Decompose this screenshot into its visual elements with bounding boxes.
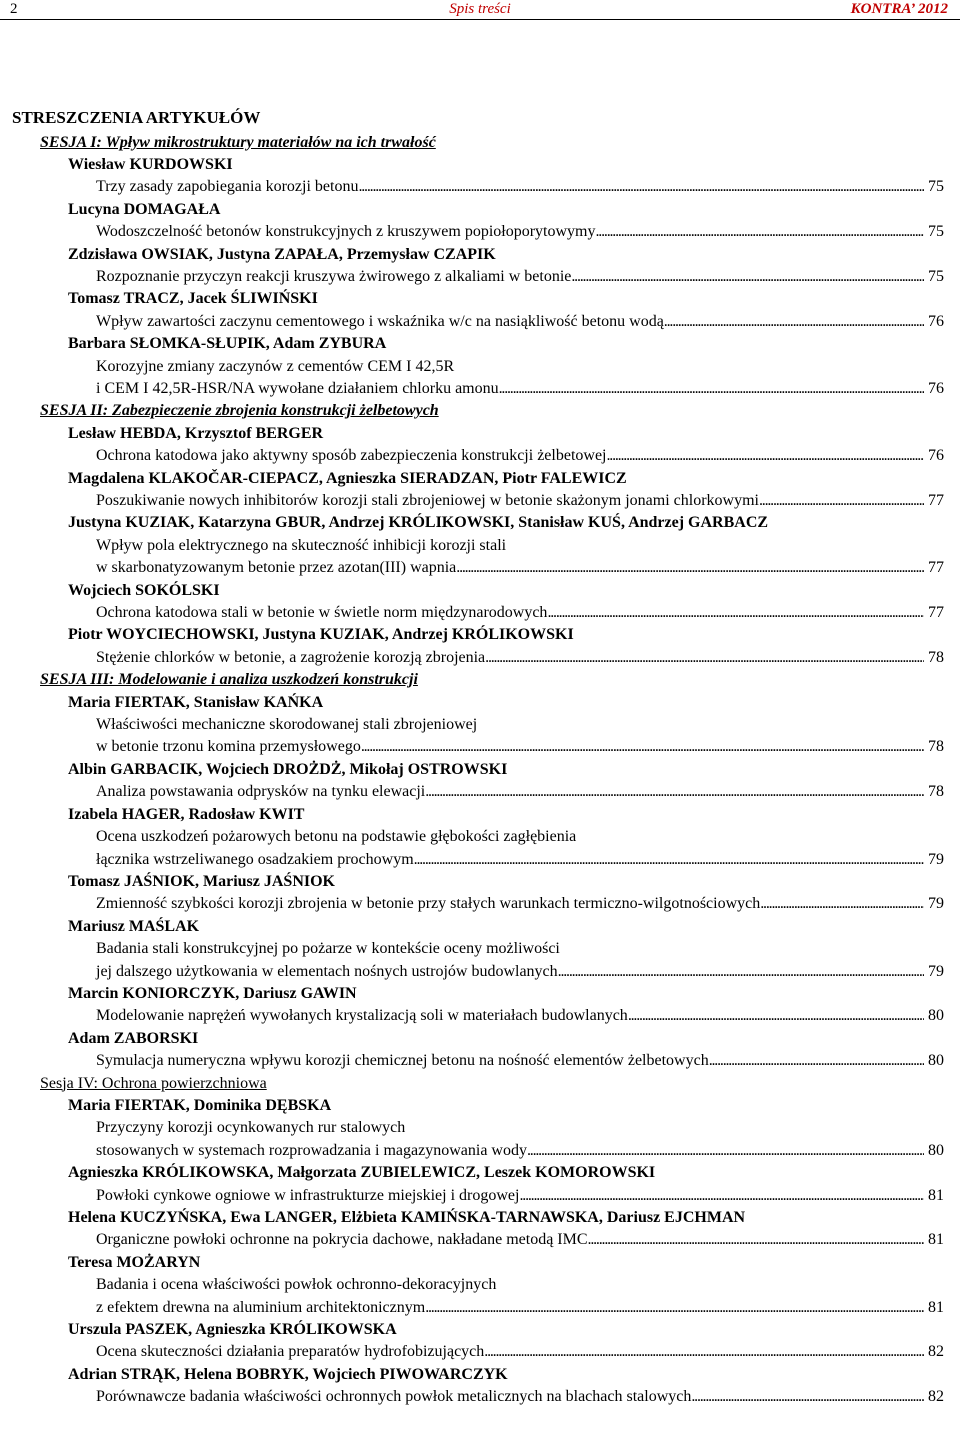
entry-page: 81 — [928, 1231, 944, 1249]
entry-title-line — [12, 1185, 944, 1207]
entry-title-line — [12, 445, 944, 467]
leader-dots — [596, 221, 925, 243]
entry-title: Ochrona katodowa stali w betonie w świetle norm międzynarodowych — [96, 604, 548, 622]
leader-dots — [628, 1005, 924, 1027]
entry-title: Symulacja numeryczna wpływu korozji chemicznej betonu na nośność elementów żelbetowych — [96, 1052, 709, 1070]
entry-title: Modelowanie naprężeń wywołanych krystalizacją soli w materiałach budowlanych — [96, 1007, 628, 1025]
entry-authors: Wiesław KURDOWSKI — [68, 155, 233, 173]
leader-dots — [588, 1229, 924, 1251]
entry-authors: Magdalena KLAKOČAR-CIEPACZ, Agnieszka SIERADZAN, Piotr FALEWICZ — [68, 469, 627, 487]
entry-title: Stężenie chlorków w betonie, a zagrożenie korozją zbrojenia — [96, 648, 486, 666]
entry-title-line — [12, 1005, 944, 1027]
entry-page: 79 — [928, 895, 944, 913]
entry-page: 82 — [928, 1343, 944, 1361]
entry-authors: Marcin KONIORCZYK, Dariusz GAWIN — [68, 984, 357, 1002]
entry-page: 76 — [928, 379, 944, 397]
entry-page: 80 — [928, 1141, 944, 1159]
entry-page: 78 — [928, 738, 944, 756]
entry-page: 81 — [928, 1186, 944, 1204]
entry-title-line — [12, 1229, 944, 1251]
entry-authors: Lesław HEBDA, Krzysztof BERGER — [68, 424, 324, 442]
leader-dots — [361, 736, 924, 758]
entry-title: w skarbonatyzowanym betonie przez azotan(III) wapnia — [96, 559, 457, 577]
leader-dots — [558, 961, 924, 983]
leader-dots — [759, 490, 924, 512]
entry-title: Analiza powstawania odprysków na tynku elewacji — [96, 783, 426, 801]
session-heading: SESJA I: Wpływ mikrostruktury materiałów na ich trwałość — [40, 133, 436, 151]
leader-dots — [425, 1297, 924, 1319]
entry-authors: Izabela HAGER, Radosław KWIT — [68, 805, 305, 823]
entry-page: 77 — [928, 492, 944, 509]
entry-title-line — [12, 893, 944, 915]
session-heading: Sesja IV: Ochrona powierzchniowa — [40, 1074, 267, 1092]
entry-authors: Barbara SŁOMKA-SŁUPIK, Adam ZYBURA — [68, 335, 387, 353]
entry-authors: Albin GARBACIK, Wojciech DROŻDŻ, Mikołaj OSTROWSKI — [68, 760, 508, 778]
entry-title-line — [12, 221, 944, 243]
entry-title: Organiczne powłoki ochronne na pokrycia dachowe, nakładane metodą IMC — [96, 1231, 588, 1249]
entry-title-line — [12, 1050, 944, 1072]
entry-page: 75 — [928, 267, 944, 285]
leader-dots — [547, 602, 924, 624]
session-heading: SESJA II: Zabezpieczenie zbrojenia konstrukcji żelbetowych — [40, 402, 439, 420]
entry-page: 78 — [928, 783, 944, 801]
entry-title-line — [12, 849, 944, 871]
entry-title: Właściwości mechaniczne skorodowanej stali zbrojeniowej — [96, 716, 478, 734]
entry-title-line — [12, 1297, 944, 1319]
leader-dots — [499, 378, 924, 400]
entry-page: 81 — [928, 1298, 944, 1316]
leader-dots — [571, 266, 924, 288]
entry-title-line — [12, 961, 944, 983]
entry-title: Ochrona katodowa jako aktywny sposób zabezpieczenia konstrukcji żelbetowej — [96, 447, 607, 465]
entry-title-line — [12, 602, 944, 624]
entry-title: jej dalszego użytkowania w elementach nośnych ustrojów budowlanych — [96, 962, 558, 980]
entry-title: Badania stali konstrukcyjnej po pożarze w kontekście oceny możliwości — [96, 940, 560, 958]
leader-dots — [519, 1185, 924, 1207]
entry-authors: Agnieszka KRÓLIKOWSKA, Małgorzata ZUBIELEWICZ, Leszek KOMOROWSKI — [68, 1164, 656, 1182]
entry-page: 75 — [928, 178, 944, 196]
entry-page: 77 — [928, 559, 944, 577]
entry-title: Powłoki cynkowe ogniowe w infrastrukturze miejskiej i drogowej — [96, 1186, 520, 1204]
entry-page: 79 — [928, 962, 944, 980]
entry-title-line — [12, 176, 944, 198]
leader-dots — [664, 311, 924, 333]
entry-title: Trzy zasady zapobiegania korozji betonu — [96, 178, 359, 196]
entry-title-line — [12, 647, 944, 669]
entry-title: Wodoszczelność betonów konstrukcyjnych z kruszywem popiołoporytowymy — [96, 223, 596, 241]
header-journal-title: KONTRA’ 2012 — [850, 1, 948, 17]
leader-dots — [358, 176, 924, 198]
header-rule — [0, 19, 960, 20]
leader-dots — [709, 1050, 924, 1072]
entry-page: 80 — [928, 1052, 944, 1070]
entry-authors: Piotr WOYCIECHOWSKI, Justyna KUZIAK, Andrzej KRÓLIKOWSKI — [68, 626, 574, 644]
page-header — [0, 0, 960, 20]
entry-title-line — [12, 378, 944, 400]
entry-page: 82 — [928, 1388, 944, 1406]
entry-title: Zmienność szybkości korozji zbrojenia w betonie przy stałych warunkach termiczno-wilgotnościowych — [96, 895, 761, 913]
entry-title: i CEM I 42,5R-HSR/NA wywołane działaniem chlorku amonu — [96, 379, 499, 397]
entry-authors: Maria FIERTAK, Dominika DĘBSKA — [68, 1096, 332, 1114]
entry-title-line — [12, 1341, 944, 1363]
entry-authors: Maria FIERTAK, Stanisław KAŃKA — [68, 693, 324, 711]
entry-page: 80 — [928, 1007, 944, 1025]
toc-content — [12, 107, 944, 1409]
entry-title: Porównawcze badania właściwości ochronnych powłok metalicznych na blachach stalowych — [96, 1388, 692, 1406]
entry-authors: Tomasz TRACZ, Jacek ŚLIWIŃSKI — [68, 290, 318, 308]
entry-title-line — [12, 781, 944, 803]
entry-page: 76 — [928, 312, 944, 330]
leader-dots — [456, 557, 924, 579]
entry-title-line — [12, 1140, 944, 1162]
entry-title: Wpływ zawartości zaczynu cementowego i wskaźnika w/c na nasiąkliwość betonu wodą — [96, 312, 664, 330]
leader-dots — [414, 849, 924, 871]
entry-title-line — [12, 557, 944, 579]
entry-title: Badania i ocena właściwości powłok ochronno-dekoracyjnych — [96, 1276, 497, 1294]
entry-title: łącznika wstrzeliwanego osadzakiem prochowym — [96, 850, 414, 868]
entry-title: z efektem drewna na aluminium architektonicznym — [96, 1298, 426, 1316]
entry-title: stosowanych w systemach rozprowadzania i magazynowania wody — [96, 1141, 527, 1159]
entry-authors: Adrian STRĄK, Helena BOBRYK, Wojciech PIWOWARCZYK — [68, 1365, 508, 1383]
entry-title: w betonie trzonu komina przemysłowego — [96, 738, 361, 756]
entry-authors: Mariusz MAŚLAK — [68, 917, 200, 935]
leader-dots — [691, 1386, 924, 1408]
entry-page: 77 — [928, 604, 944, 622]
leader-dots — [527, 1140, 924, 1162]
entry-title: Ocena uszkodzeń pożarowych betonu na podstawie głębokości zagłębienia — [96, 828, 577, 846]
entry-title: Wpływ pola elektrycznego na skuteczność inhibicji korozji stali — [96, 536, 507, 554]
leader-dots — [425, 781, 924, 803]
session-heading: SESJA III: Modelowanie i analiza uszkodzeń konstrukcji — [40, 671, 418, 689]
entry-title: Przyczyny korozji ocynkowanych rur stalowych — [96, 1119, 406, 1137]
entry-authors: Urszula PASZEK, Agnieszka KRÓLIKOWSKA — [68, 1321, 397, 1339]
entry-authors: Teresa MOŻARYN — [68, 1253, 201, 1271]
entry-title-line — [12, 311, 944, 333]
entry-page: 79 — [928, 850, 944, 868]
entry-title: Korozyjne zmiany zaczynów z cementów CEM I 42,5R — [96, 357, 455, 375]
entry-title-line — [12, 490, 944, 512]
main-title: STRESZCZENIA ARTYKUŁÓW — [12, 108, 261, 127]
entry-page: 75 — [928, 223, 944, 241]
entry-title-line — [12, 736, 944, 758]
entry-authors: Zdzisława OWSIAK, Justyna ZAPAŁA, Przemysław CZAPIK — [68, 245, 496, 263]
entry-authors: Lucyna DOMAGAŁA — [68, 200, 221, 218]
entry-title: Rozpoznanie przyczyn reakcji kruszywa żwirowego z alkaliami w betonie — [96, 267, 572, 285]
entry-authors: Tomasz JAŚNIOK, Mariusz JAŚNIOK — [68, 872, 335, 890]
leader-dots — [484, 1341, 924, 1363]
leader-dots — [606, 445, 924, 467]
entry-title-line — [12, 1386, 944, 1408]
entry-authors: Helena KUCZYŃSKA, Ewa LANGER, Elżbieta KAMIŃSKA-TARNAWSKA, Dariusz EJCHMAN — [68, 1209, 746, 1226]
entry-title: Ocena skuteczności działania preparatów hydrofobizujących — [96, 1343, 485, 1361]
page-number: 2 — [10, 1, 18, 17]
entry-title: Poszukiwanie nowych inhibitorów korozji stali zbrojeniowej w betonie skażonym jonami chlorkowymi — [96, 492, 759, 509]
entry-page: 78 — [928, 648, 944, 666]
entry-authors: Wojciech SOKÓLSKI — [68, 581, 220, 599]
leader-dots — [760, 893, 924, 915]
entry-authors: Justyna KUZIAK, Katarzyna GBUR, Andrzej KRÓLIKOWSKI, Stanisław KUŚ, Andrzej GARBACZ — [68, 514, 769, 532]
entry-page: 76 — [928, 447, 944, 465]
leader-dots — [485, 647, 924, 669]
header-center-title: Spis treści — [449, 1, 511, 17]
entry-authors: Adam ZABORSKI — [68, 1029, 199, 1047]
entry-title-line — [12, 266, 944, 288]
